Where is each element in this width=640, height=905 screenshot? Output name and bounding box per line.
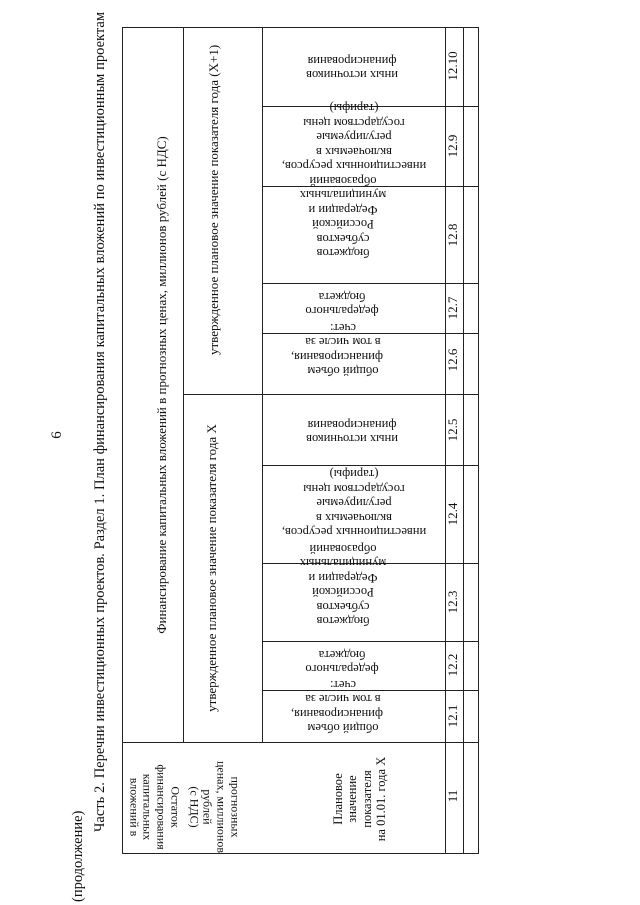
table-divider (262, 641, 479, 642)
subcol-line: общий объем финансирования, (291, 706, 383, 735)
col-number-12-6: 12.6 (445, 348, 460, 372)
page-number: 6 (49, 431, 65, 439)
subcol-line: федерального бюджета (305, 289, 379, 318)
table-divider (463, 27, 464, 854)
col11-header-line: финансирования (154, 764, 169, 850)
table-divider (262, 283, 479, 284)
col11-header-line: прогнозных (228, 776, 243, 838)
subcol-line: иных источников (306, 432, 398, 446)
subcol-total-x (291, 677, 383, 735)
subcol-other-x1 (306, 48, 398, 82)
subcol-line: в том числе за счет: (305, 320, 381, 350)
col-number-12-2: 12.2 (445, 653, 460, 677)
subcol-regional-x (290, 542, 396, 628)
subcol-federal-x (292, 647, 392, 676)
col11-header-line: рублей (200, 789, 215, 825)
col-number-12-7: 12.7 (445, 296, 460, 320)
group-year-x1: утвержденное плановое значение показателя года (X+1) (206, 44, 221, 355)
subcol-line: финансирования (307, 53, 397, 68)
table-divider (122, 742, 479, 743)
subcol-line: Российской Федерации и (308, 570, 378, 600)
document-heading: Часть 2. Перечни инвестиционных проектов. Раздел 1. План финансирования капитальных вложений по инвестиционным проектам (92, 12, 108, 832)
col-number-12-4: 12.4 (445, 502, 460, 526)
table-divider (262, 465, 479, 466)
subcol-line: государством цены (тарифы) (303, 467, 405, 496)
financing-header: Финансирование капитальных вложений в прогнозных ценах, миллионов рублей (с НДС) (154, 136, 169, 634)
subcol-line: общий объем финансирования, (291, 349, 383, 378)
col11-subheader-line: Плановое значение показателя (331, 770, 374, 828)
subcol-line: включаемых в регулируемые (315, 496, 393, 525)
col-number-12-5: 12.5 (445, 418, 460, 442)
col-number-12-1: 12.1 (445, 704, 460, 728)
subcol-line: федерального бюджета (305, 647, 379, 676)
subcol-line: государством цены (тарифы) (303, 101, 405, 130)
col11-header (124, 745, 182, 870)
subcol-investment-x (278, 467, 430, 539)
subcol-line: включаемых в регулируемые (315, 130, 393, 159)
subcol-line: муниципальных образований (299, 542, 387, 571)
subcol-line: инвестиционных ресурсов, (281, 159, 427, 173)
subcol-line: Российской Федерации и (308, 202, 378, 232)
group-year-x: утвержденное плановое значение показателя года X (204, 424, 219, 712)
subcol-line: бюджетов субъектов (316, 231, 370, 260)
col11-header-line: ценах, миллионов (214, 761, 229, 853)
col-number-12-10: 12.10 (445, 51, 460, 81)
col-number-12-3: 12.3 (445, 590, 460, 614)
col-number-11: 11 (445, 789, 460, 803)
subcol-other-x (306, 412, 398, 446)
col-number-12-9: 12.9 (445, 134, 460, 158)
document-heading-continued: (продолжение) (70, 810, 86, 902)
subcol-line: инвестиционных ресурсов, (281, 525, 427, 539)
table-divider (262, 27, 263, 743)
col11-subheader-line: на 01.01. года X (374, 756, 389, 842)
subcol-line: финансирования (307, 417, 397, 432)
subcol-regional-x1 (290, 174, 396, 260)
col11-header-line: капитальных (140, 773, 155, 841)
subcol-line: муниципальных образований (299, 174, 387, 203)
col-number-12-8: 12.8 (445, 223, 460, 247)
subcol-line: бюджетов субъектов (316, 599, 370, 628)
subcol-investment-x1 (278, 101, 430, 173)
col11-subheader (331, 749, 389, 849)
subcol-federal-x1 (292, 289, 392, 318)
col11-header-cont (184, 745, 242, 870)
col11-header-line: (с НДС) (187, 786, 202, 828)
col11-header-line: вложений в (127, 777, 142, 837)
subcol-total-x1 (291, 320, 383, 378)
subcol-line: иных источников (306, 68, 398, 82)
col11-header-line: Остаток (168, 786, 183, 828)
table-divider (183, 27, 184, 743)
subcol-line: в том числе за счет: (305, 677, 381, 707)
table-divider (183, 394, 479, 395)
